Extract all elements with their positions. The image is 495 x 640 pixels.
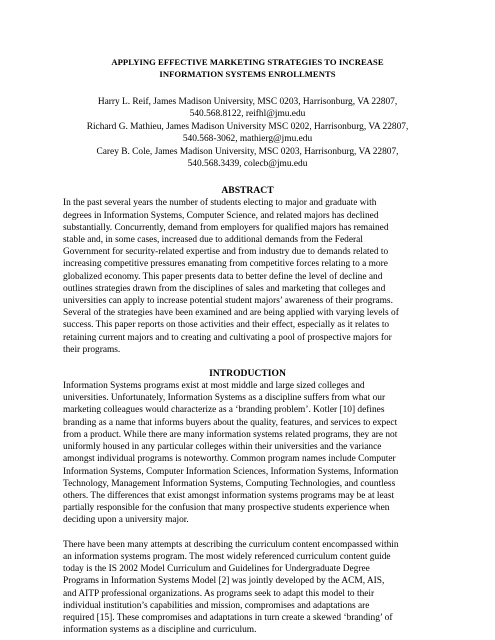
author-affiliation: Harry L. Reif, James Madison University, MSC 0203, Harrisonburg, VA 22807, [97,97,398,107]
text-line: success. This paper reports on those activities and their effect, especially as it relates to [63,320,390,331]
paper-title [63,56,432,80]
text-line: partially responsible for the confusion that many prospective students experience when [63,503,390,514]
text-line: amongst individual programs is noteworthy. Common program names include Computer [63,454,396,465]
text-line: Government for security-related expertise and from industry due to demands related to [63,247,389,258]
introduction-paragraph-1 [63,380,432,526]
text-line: Information Systems programs exist at most middle and large sized colleges and [63,381,365,392]
author-affiliation: Richard G. Mathieu, James Madison University MSC 0202, Harrisonburg, VA 22807, [86,121,409,132]
author-entry [63,121,432,146]
abstract-heading: ABSTRACT [221,185,274,197]
text-line: branding as a name that informs buyers about the quality, features, and services to expect [63,417,398,428]
author-block [63,96,432,170]
author-contact: 540.568.8122, reifhl@jmu.edu [189,109,306,120]
author-affiliation: Carey B. Cole, James Madison University, MSC 0203, Harrisonburg, VA 22807, [96,146,399,157]
text-line: Technology, Management Information Systems, Computing Technologies, and countless [63,478,396,489]
text-line: marketing colleagues would characterize as a ‘branding problem’. Kotler [10] defines [63,405,385,416]
text-line: individual institution’s capabilities and mission, compromises and adaptations are [63,600,370,611]
introduction-heading: INTRODUCTION [209,368,286,380]
text-line: There have been many attempts at describing the curriculum content encompassed within [63,539,399,550]
text-line: and AITP professional organizations. As programs seek to adapt this model to their [63,588,375,599]
text-line: others. The differences that exist amongst information systems programs may be at least [63,490,395,501]
text-line: required [15]. These compromises and adaptations in turn create a skewed ‘branding’ of [63,612,393,623]
text-line: today is the IS 2002 Model Curriculum and Guidelines for Undergraduate Degree [63,564,370,575]
paper-title-line: INFORMATION SYSTEMS ENROLLMENTS [159,69,336,79]
author-contact: 540.568.3439, colecb@jmu.edu [187,159,308,170]
text-line: Programs in Information Systems Model [2] was jointly developed by the ACM, AIS, [63,576,385,587]
text-line: Information Systems, Computer Information Sciences, Information Systems, Information [63,466,399,477]
text-line: In the past several years the number of students electing to major and graduate with [63,198,377,209]
introduction-paragraph-2 [63,539,432,637]
text-line: outlines strategies drawn from the disciplines of sales and marketing that colleges and [63,283,386,294]
text-line: increasing competitive pressures emanating from competitive forces relating to a more [63,259,388,270]
abstract-paragraph [63,197,432,356]
text-line: universities. Unfortunately, Information Systems as a discipline suffers from what our [63,393,386,404]
text-line: substantially. Concurrently, demand from employers for qualified majors has remained [63,222,389,233]
text-line: Several of the strategies have been examined and are being applied with varying levels of [63,308,399,319]
text-line: stable and, in some cases, increased due to additional demands from the Federal [63,235,363,246]
text-line: degrees in Information Systems, Computer Science, and related majors has declined [63,210,379,221]
text-line: universities can apply to increase potential student majors’ awareness of their programs. [63,296,393,307]
text-line: information systems as a discipline and curriculum. [63,625,257,636]
text-line: deciding upon a university major. [63,515,189,526]
author-entry [63,96,432,121]
text-line: from a product. While there are many information systems related programs, they are not [63,429,398,440]
text-line: an information systems program. The most widely referenced curriculum content guide [63,551,391,562]
text-line: their programs. [63,344,121,355]
paper-title-line: APPLYING EFFECTIVE MARKETING STRATEGIES TO INCREASE [111,57,384,67]
author-entry [63,146,432,171]
text-line: globalized economy. This paper presents data to better define the level of decline and [63,271,383,282]
text-line: retaining current majors and to creating and cultivating a pool of prospective majors for [63,332,392,343]
author-contact: 540.568-3062, mathierg@jmu.edu [182,134,313,145]
text-line: uniformly housed in any particular colleges within their universities and the variance [63,442,382,453]
